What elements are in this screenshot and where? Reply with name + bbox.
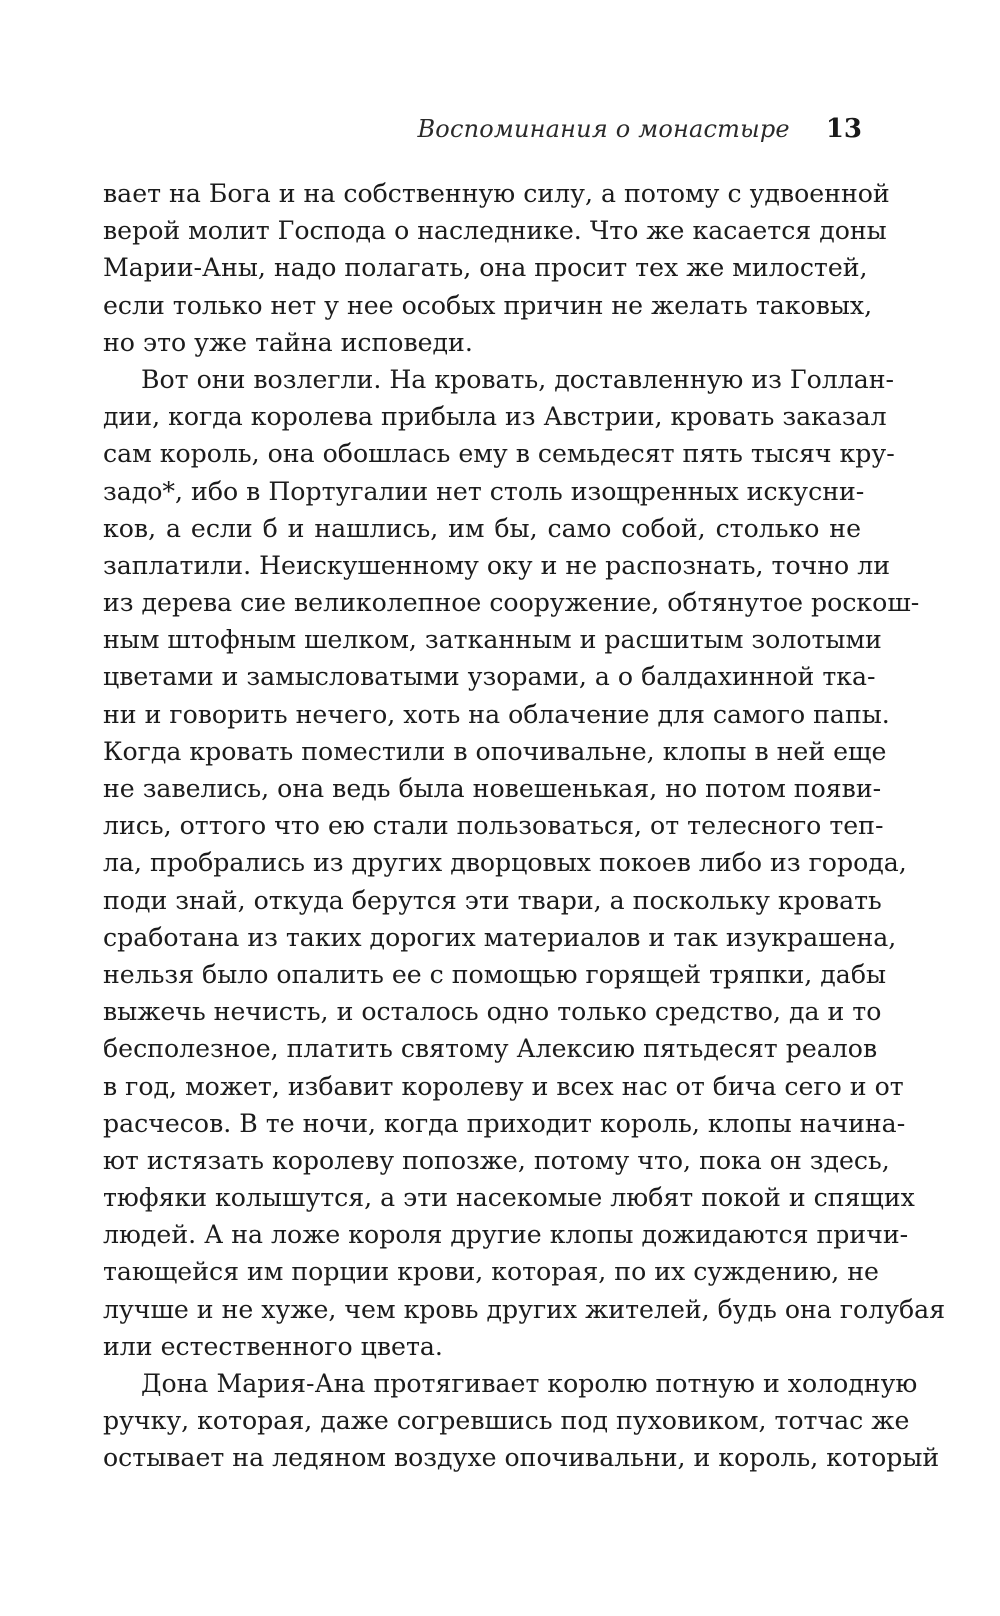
running-header (100, 114, 862, 154)
text-line: верой молит Господа о наследнике. Что же касается доны (103, 216, 887, 246)
text-line: заплатили. Неискушенному оку и не распознать, точно ли (103, 550, 891, 580)
text-line: но это уже тайна исповеди. (103, 327, 473, 357)
text-line: сработана из таких дорогих материалов и так изукрашена, (103, 922, 897, 952)
text-line: ни и говорить нечего, хоть на облачение для самого папы. (103, 699, 890, 729)
text-line: сам король, она обошлась ему в семьдесят пять тысяч кру- (103, 439, 895, 469)
text-line: ручку, которая, даже согревшись под пуховиком, тотчас же (103, 1406, 910, 1436)
text-line: или естественного цвета. (103, 1331, 443, 1361)
text-line: в год, может, избавит королеву и всех нас от бича сего и от (103, 1071, 904, 1101)
text-line: цветами и замысловатыми узорами, а о балдахинной тка- (103, 662, 876, 692)
text-line: бесполезное, платить святому Алексию пятьдесят реалов (103, 1034, 878, 1064)
paragraph (103, 1365, 940, 1477)
text-line: выжечь нечисть, и осталось одно только средство, да и то (103, 997, 882, 1027)
text-line: Вот они возлегли. На кровать, доставленную из Голлан- (141, 364, 895, 394)
text-line: Марии-Аны, надо полагать, она просит тех же милостей, (103, 253, 868, 283)
text-line: если только нет у нее особых причин не желать таковых, (103, 290, 873, 320)
text-line: дии, когда королева прибыла из Австрии, кровать заказал (103, 402, 887, 432)
text-line: ла, пробрались из других дворцовых покоев либо из города, (103, 848, 907, 878)
text-line: нельзя было опалить ее с помощью горящей тряпки, дабы (103, 959, 887, 989)
text-line: лучше и не хуже, чем кровь других жителей, будь она голубая (103, 1294, 946, 1324)
page-number: 13 (825, 114, 862, 144)
body-text (103, 175, 946, 1477)
text-line: тюфяки колышутся, а эти насекомые любят покой и спящих (103, 1183, 915, 1213)
text-line: ков, а если б и нашлись, им бы, само собой, столько не (103, 513, 861, 543)
text-line: тающейся им порции крови, которая, по их суждению, не (103, 1257, 879, 1287)
text-line: лись, оттого что ею стали пользоваться, от телесного теп- (103, 811, 884, 841)
text-line: Когда кровать поместили в опочивальне, клопы в ней еще (103, 736, 887, 766)
text-line: остывает на ледяном воздухе опочивальни, и король, который (103, 1443, 940, 1473)
text-line: ют истязать королеву попозже, потому что, пока он здесь, (103, 1145, 890, 1175)
text-line: из дерева сие великолепное сооружение, обтянутое роскош- (103, 588, 920, 618)
running-title: Воспоминания о монастыре (417, 115, 790, 143)
paragraph (103, 175, 890, 361)
text-line: задо*, ибо в Португалии нет столь изощренных искусни- (103, 476, 865, 506)
text-line: расчесов. В те ночи, когда приходит король, клопы начина- (103, 1108, 906, 1138)
text-line: вает на Бога и на собственную силу, а потому с удвоенной (103, 179, 890, 208)
text-line: не завелись, она ведь была новешенькая, но потом появи- (103, 774, 882, 803)
text-line: людей. А на ложе короля другие клопы дожидаются причи- (103, 1220, 909, 1250)
paragraph (103, 361, 946, 1365)
text-line: поди знай, откуда берутся эти твари, а поскольку кровать (103, 885, 882, 915)
text-line: Дона Мария-Ана протягивает королю потную и холодную (141, 1369, 918, 1398)
text-line: ным штофным шелком, затканным и расшитым золотыми (103, 625, 882, 655)
